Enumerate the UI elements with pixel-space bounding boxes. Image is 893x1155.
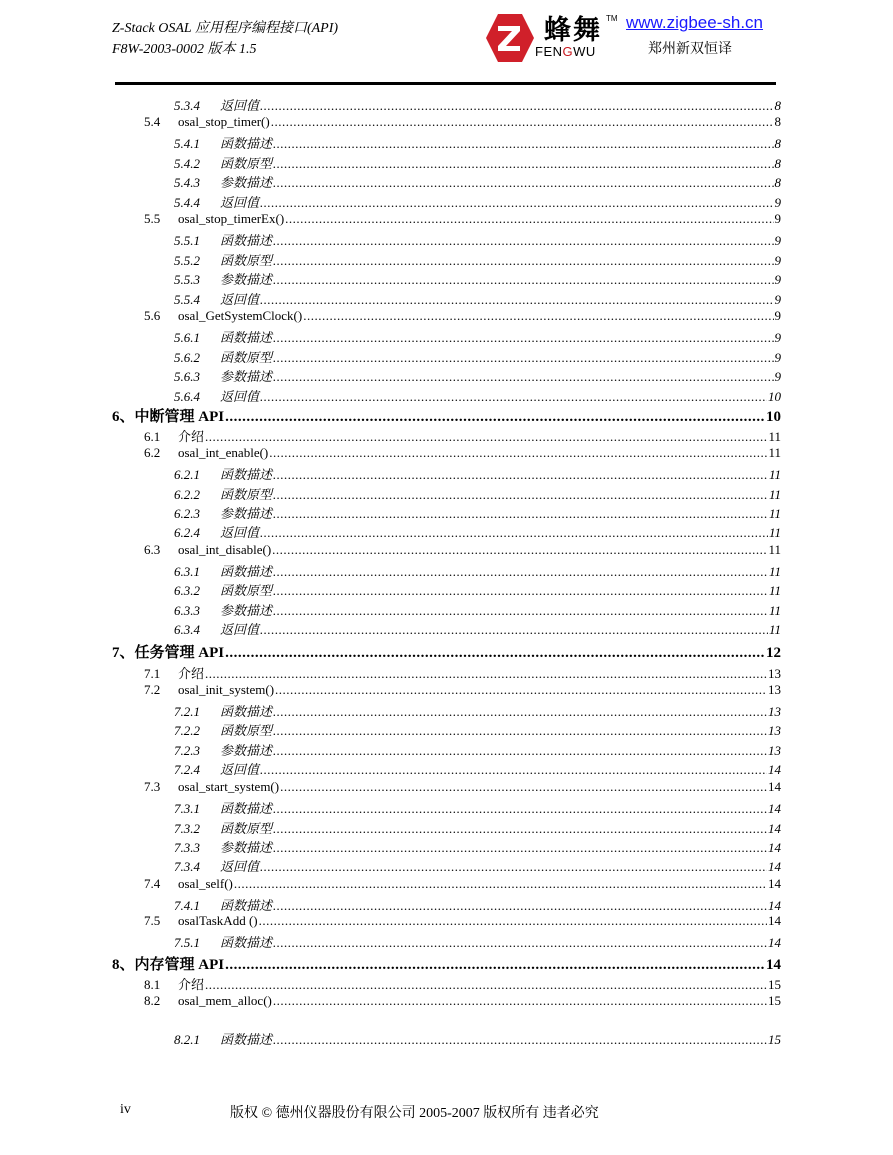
toc-entry-page: 11 [768, 525, 781, 540]
toc-entry-page: 14 [768, 876, 781, 891]
toc-leader-dots [225, 645, 765, 662]
toc-subsection-entry[interactable] [174, 740, 781, 759]
toc-leader-dots [273, 253, 773, 269]
toc-entry-title: 函数原型 [220, 723, 273, 738]
toc-entry-page: 10 [768, 389, 781, 404]
toc-subsection-entry[interactable] [174, 580, 781, 599]
toc-entry-number: 5.3.4 [174, 98, 200, 113]
toc-entry-page: 14 [768, 801, 781, 816]
toc-section-entry[interactable] [144, 211, 781, 227]
toc-entry-title: osal_GetSystemClock() [178, 308, 303, 323]
toc-leader-dots [260, 859, 767, 875]
toc-subsection-entry[interactable] [174, 289, 781, 308]
toc-entry-title: 返回值 [220, 762, 260, 777]
toc-entry-page: 14 [768, 779, 781, 794]
toc-entry-number: 7.4.1 [174, 898, 200, 913]
toc-entry-number: 6.3.3 [174, 603, 200, 618]
toc-entry-number: 7.1 [144, 666, 161, 681]
toc-entry-page: 9 [774, 211, 781, 226]
toc-entry-number: 5.5 [144, 211, 161, 226]
toc-entry-number: 7.3.1 [174, 801, 200, 816]
toc-entry-title: 介绍 [178, 429, 205, 444]
toc-subsection-entry[interactable] [174, 133, 781, 152]
toc-entry-page: 14 [768, 935, 781, 950]
toc-subsection-entry[interactable] [174, 759, 781, 778]
toc-entry-page: 13 [768, 666, 781, 681]
toc-entry-title: 函数描述 [220, 1032, 273, 1047]
toc-entry-number: 5.4.2 [174, 156, 200, 171]
toc-entry-number: 8.1 [144, 977, 161, 992]
toc-entry-title: 返回值 [220, 98, 260, 113]
brand-en-part-a: FEN [535, 44, 563, 59]
toc-subsection-entry[interactable] [174, 798, 781, 817]
toc-entry-number: 7.2.2 [174, 723, 200, 738]
toc-entry-page: 14 [768, 840, 781, 855]
toc-entry-page: 8 [774, 156, 781, 171]
toc-leader-dots [205, 666, 767, 682]
toc-entry-title: osal_start_system() [178, 779, 280, 794]
toc-entry-title: 函数描述 [220, 136, 273, 151]
toc-leader-dots [271, 114, 774, 130]
toc-leader-dots [273, 898, 767, 914]
fengwu-logo-icon [484, 12, 536, 64]
toc-entry-title: osal_stop_timer() [178, 114, 270, 129]
toc-leader-dots [273, 175, 773, 191]
toc-entry-page: 14 [768, 821, 781, 836]
toc-entry-title: 函数原型 [220, 583, 273, 598]
toc-entry-number: 7.2.3 [174, 743, 200, 758]
toc-leader-dots [205, 429, 767, 445]
toc-leader-dots [273, 1032, 767, 1048]
toc-entry-number: 5.4.3 [174, 175, 200, 190]
toc-entry-title: 参数描述 [220, 743, 273, 758]
page-number: iv [120, 1102, 131, 1117]
toc-entry-number: 6.2.4 [174, 525, 200, 540]
toc-entry-title: osal_init_system() [178, 682, 275, 697]
toc-section-entry[interactable] [144, 114, 781, 130]
toc-leader-dots [260, 389, 767, 405]
brand-en-part-c: WU [573, 44, 596, 59]
toc-entry-number: 5.6.3 [174, 369, 200, 384]
toc-entry-number: 6.2.1 [174, 467, 200, 482]
toc-leader-dots [273, 993, 767, 1009]
toc-leader-dots [273, 840, 767, 856]
toc-leader-dots [273, 467, 768, 483]
toc-entry-title: 返回值 [220, 389, 260, 404]
toc-subsection-entry[interactable] [174, 230, 781, 249]
toc-subsection-entry[interactable] [174, 503, 781, 522]
toc-subsection-entry[interactable] [174, 347, 781, 366]
toc-entry-number: 7.5.1 [174, 935, 200, 950]
toc-entry-title: osal_self() [178, 876, 233, 891]
toc-entry-title: 返回值 [220, 622, 260, 637]
toc-entry-title: 函数原型 [220, 156, 273, 171]
toc-chapter-entry[interactable] [112, 641, 781, 662]
toc-entry-title: 函数描述 [220, 330, 273, 345]
toc-leader-dots [273, 369, 773, 385]
toc-subsection-entry[interactable] [174, 720, 781, 739]
toc-leader-dots [225, 957, 765, 974]
toc-subsection-entry[interactable] [174, 172, 781, 191]
toc-section-entry[interactable] [144, 974, 781, 993]
toc-entry-page: 15 [768, 977, 781, 992]
toc-entry-page: 9 [774, 233, 781, 248]
toc-subsection-entry[interactable] [174, 464, 781, 483]
toc-subsection-entry[interactable] [174, 619, 781, 638]
toc-entry-page: 9 [774, 308, 781, 323]
toc-subsection-entry[interactable] [174, 701, 781, 720]
website-link[interactable]: www.zigbee-sh.cn [626, 13, 764, 32]
toc-entry-title: 参数描述 [220, 506, 273, 521]
toc-leader-dots [280, 779, 767, 795]
doc-title: Z-Stack OSAL 应用程序编程接口(API) [112, 21, 339, 36]
toc-entry-page: 11 [768, 429, 781, 444]
toc-leader-dots [303, 308, 773, 324]
toc-leader-dots [260, 98, 773, 114]
toc-leader-dots [205, 977, 767, 993]
toc-entry-title: 6、中断管理 API [112, 409, 225, 425]
toc-entry-page: 9 [774, 195, 781, 210]
toc-leader-dots [273, 704, 767, 720]
toc-leader-dots [273, 350, 773, 366]
toc-leader-dots [273, 156, 773, 172]
toc-entry-number: 5.4.1 [174, 136, 200, 151]
toc-entry-number: 8.2.1 [174, 1032, 200, 1047]
toc-entry-number: 8.2 [144, 993, 161, 1008]
toc-entry-page: 15 [768, 993, 781, 1008]
toc-subsection-entry[interactable] [174, 366, 781, 385]
toc-subsection-entry[interactable] [174, 1029, 781, 1048]
toc-subsection-entry[interactable] [174, 269, 781, 288]
toc-leader-dots [272, 542, 767, 558]
toc-entry-page: 9 [774, 292, 781, 307]
toc-entry-title: 函数原型 [220, 821, 273, 836]
toc-section-entry[interactable] [144, 445, 781, 461]
toc-entry-title: 函数描述 [220, 898, 273, 913]
toc-entry-title: 参数描述 [220, 175, 273, 190]
toc-entry-page: 11 [768, 467, 781, 482]
toc-subsection-entry[interactable] [174, 153, 781, 172]
toc-entry-number: 6.3 [144, 542, 161, 557]
toc-subsection-entry[interactable] [174, 95, 781, 114]
toc-entry-number: 7.4 [144, 876, 161, 891]
toc-entry-number: 6.3.4 [174, 622, 200, 637]
toc-entry-number: 5.6.1 [174, 330, 200, 345]
toc-entry-page: 11 [768, 603, 781, 618]
toc-subsection-entry[interactable] [174, 192, 781, 211]
toc-chapter-entry[interactable] [112, 953, 781, 974]
toc-subsection-entry[interactable] [174, 522, 781, 541]
toc-subsection-entry[interactable] [174, 895, 781, 914]
toc-leader-dots [260, 762, 767, 778]
toc-entry-page: 8 [774, 136, 781, 151]
toc-leader-dots [260, 195, 773, 211]
translator-credit: 郑州新双恒译 [648, 42, 732, 57]
toc-entry-page: 14 [768, 859, 781, 874]
toc-entry-number: 5.4.4 [174, 195, 200, 210]
toc-entry-title: 函数描述 [220, 801, 273, 816]
toc-leader-dots [273, 136, 773, 152]
toc-section-entry[interactable] [144, 993, 781, 1009]
toc-entry-page: 11 [768, 445, 781, 460]
toc-entry-number: 7.3.2 [174, 821, 200, 836]
toc-subsection-entry[interactable] [174, 484, 781, 503]
toc-leader-dots [273, 821, 767, 837]
toc-leader-dots [260, 292, 773, 308]
toc-subsection-entry[interactable] [174, 561, 781, 580]
toc-entry-title: 函数描述 [220, 564, 273, 579]
toc-section-entry[interactable] [144, 779, 781, 795]
brand-en-part-b: G [562, 44, 574, 59]
toc-entry-title: 参数描述 [220, 840, 273, 855]
toc-entry-page: 14 [768, 913, 781, 928]
toc-entry-title: osal_int_disable() [178, 542, 272, 557]
toc-entry-title: 介绍 [178, 977, 205, 992]
toc-entry-number: 7.2 [144, 682, 161, 697]
toc-entry-number: 7.2.1 [174, 704, 200, 719]
toc-entry-number: 5.4 [144, 114, 161, 129]
toc-leader-dots [273, 743, 767, 759]
toc-subsection-entry[interactable] [174, 600, 781, 619]
toc-section-entry[interactable] [144, 542, 781, 558]
brand-name-en [535, 44, 596, 59]
toc-entry-page: 11 [768, 583, 781, 598]
toc-entry-page: 14 [768, 898, 781, 913]
toc-entry-title: osal_stop_timerEx() [178, 211, 285, 226]
toc-leader-dots [273, 723, 767, 739]
toc-entry-number: 5.6 [144, 308, 161, 323]
toc-entry-number: 5.6.4 [174, 389, 200, 404]
toc-subsection-entry[interactable] [174, 327, 781, 346]
toc-entry-number: 5.6.2 [174, 350, 200, 365]
toc-subsection-entry[interactable] [174, 932, 781, 951]
toc-entry-title: osal_int_enable() [178, 445, 269, 460]
toc-leader-dots [273, 330, 773, 346]
toc-entry-number: 6.3.2 [174, 583, 200, 598]
toc-entry-number: 5.5.3 [174, 272, 200, 287]
toc-subsection-entry[interactable] [174, 856, 781, 875]
toc-entry-number: 7.2.4 [174, 762, 200, 777]
toc-leader-dots [234, 876, 767, 892]
toc-entry-title: 参数描述 [220, 272, 273, 287]
toc-entry-title: osal_mem_alloc() [178, 993, 272, 1008]
brand-name-cn: 蜂舞 [544, 15, 602, 46]
toc-entry-number: 6.2 [144, 445, 161, 460]
toc-subsection-entry[interactable] [174, 386, 781, 405]
toc-entry-number: 6.2.2 [174, 487, 200, 502]
toc-entry-title: 函数原型 [220, 350, 273, 365]
toc-entry-page: 8 [774, 98, 781, 113]
toc-leader-dots [259, 913, 767, 929]
toc-entry-title: 返回值 [220, 525, 260, 540]
toc-entry-title: 函数原型 [220, 253, 273, 268]
toc-entry-number: 7.3 [144, 779, 161, 794]
toc-leader-dots [273, 272, 773, 288]
toc-entry-title: 函数描述 [220, 467, 273, 482]
toc-entry-page: 9 [774, 272, 781, 287]
toc-entry-page: 14 [766, 957, 781, 973]
copyright-notice: 版权 © 德州仪器股份有限公司 2005-2007 版权所有 违者必究 [230, 1106, 599, 1121]
toc-leader-dots [273, 506, 768, 522]
toc-entry-page: 13 [768, 743, 781, 758]
toc-entry-number: 6.1 [144, 429, 161, 444]
toc-leader-dots [260, 622, 768, 638]
toc-leader-dots [273, 801, 767, 817]
toc-entry-page: 8 [774, 114, 781, 129]
toc-entry-page: 11 [768, 542, 781, 557]
toc-entry-page: 9 [774, 350, 781, 365]
toc-entry-page: 13 [768, 723, 781, 738]
doc-version: F8W-2003-0002 版本 1.5 [112, 42, 257, 57]
toc-entry-title: 参数描述 [220, 369, 273, 384]
toc-entry-page: 15 [768, 1032, 781, 1047]
toc-entry-page: 11 [768, 564, 781, 579]
trademark-mark: TM [606, 14, 618, 23]
toc-entry-page: 12 [766, 645, 781, 661]
toc-leader-dots [273, 564, 768, 580]
toc-entry-number: 7.3.4 [174, 859, 200, 874]
toc-entry-title: 返回值 [220, 195, 260, 210]
doc-header [112, 18, 338, 60]
toc-entry-page: 9 [774, 369, 781, 384]
toc-section-entry[interactable] [144, 663, 781, 682]
toc-entry-number: 5.5.1 [174, 233, 200, 248]
toc-entry-title: 返回值 [220, 859, 260, 874]
toc-section-entry[interactable] [144, 876, 781, 892]
toc-subsection-entry[interactable] [174, 837, 781, 856]
toc-entry-title: 参数描述 [220, 603, 273, 618]
toc-entry-page: 8 [774, 175, 781, 190]
toc-entry-number: 7.5 [144, 913, 161, 928]
toc-leader-dots [285, 211, 773, 227]
toc-leader-dots [273, 935, 767, 951]
toc-leader-dots [260, 525, 768, 541]
toc-entry-page: 13 [768, 704, 781, 719]
toc-entry-title: 返回值 [220, 292, 260, 307]
toc-leader-dots [273, 487, 768, 503]
toc-entry-page: 10 [766, 409, 781, 425]
toc-entry-title: 函数描述 [220, 233, 273, 248]
toc-subsection-entry[interactable] [174, 250, 781, 269]
toc-entry-number: 5.5.4 [174, 292, 200, 307]
toc-section-entry[interactable] [144, 913, 781, 929]
toc-entry-title: 函数描述 [220, 704, 273, 719]
toc-leader-dots [273, 583, 768, 599]
toc-entry-title: osalTaskAdd () [178, 913, 258, 928]
header-divider [115, 82, 776, 85]
toc-leader-dots [273, 603, 768, 619]
toc-leader-dots [273, 233, 773, 249]
toc-entry-title: 8、内存管理 API [112, 957, 225, 973]
toc-entry-number: 5.5.2 [174, 253, 200, 268]
toc-leader-dots [225, 409, 765, 426]
toc-entry-page: 9 [774, 253, 781, 268]
toc-entry-page: 13 [768, 682, 781, 697]
toc-section-entry[interactable] [144, 426, 781, 445]
toc-entry-page: 11 [768, 506, 781, 521]
toc-leader-dots [275, 682, 767, 698]
toc-entry-page: 14 [768, 762, 781, 777]
toc-entry-page: 9 [774, 330, 781, 345]
toc-subsection-entry[interactable] [174, 818, 781, 837]
toc-section-entry[interactable] [144, 308, 781, 324]
toc-entry-title: 7、任务管理 API [112, 645, 225, 661]
toc-entry-title: 函数描述 [220, 935, 273, 950]
toc-entry-title: 函数原型 [220, 487, 273, 502]
toc-leader-dots [269, 445, 767, 461]
toc-chapter-entry[interactable] [112, 405, 781, 426]
toc-entry-title: 介绍 [178, 666, 205, 681]
toc-entry-page: 11 [768, 487, 781, 502]
toc-entry-number: 6.3.1 [174, 564, 200, 579]
toc-entry-number: 7.3.3 [174, 840, 200, 855]
toc-entry-page: 11 [768, 622, 781, 637]
toc-section-entry[interactable] [144, 682, 781, 698]
toc-entry-number: 6.2.3 [174, 506, 200, 521]
